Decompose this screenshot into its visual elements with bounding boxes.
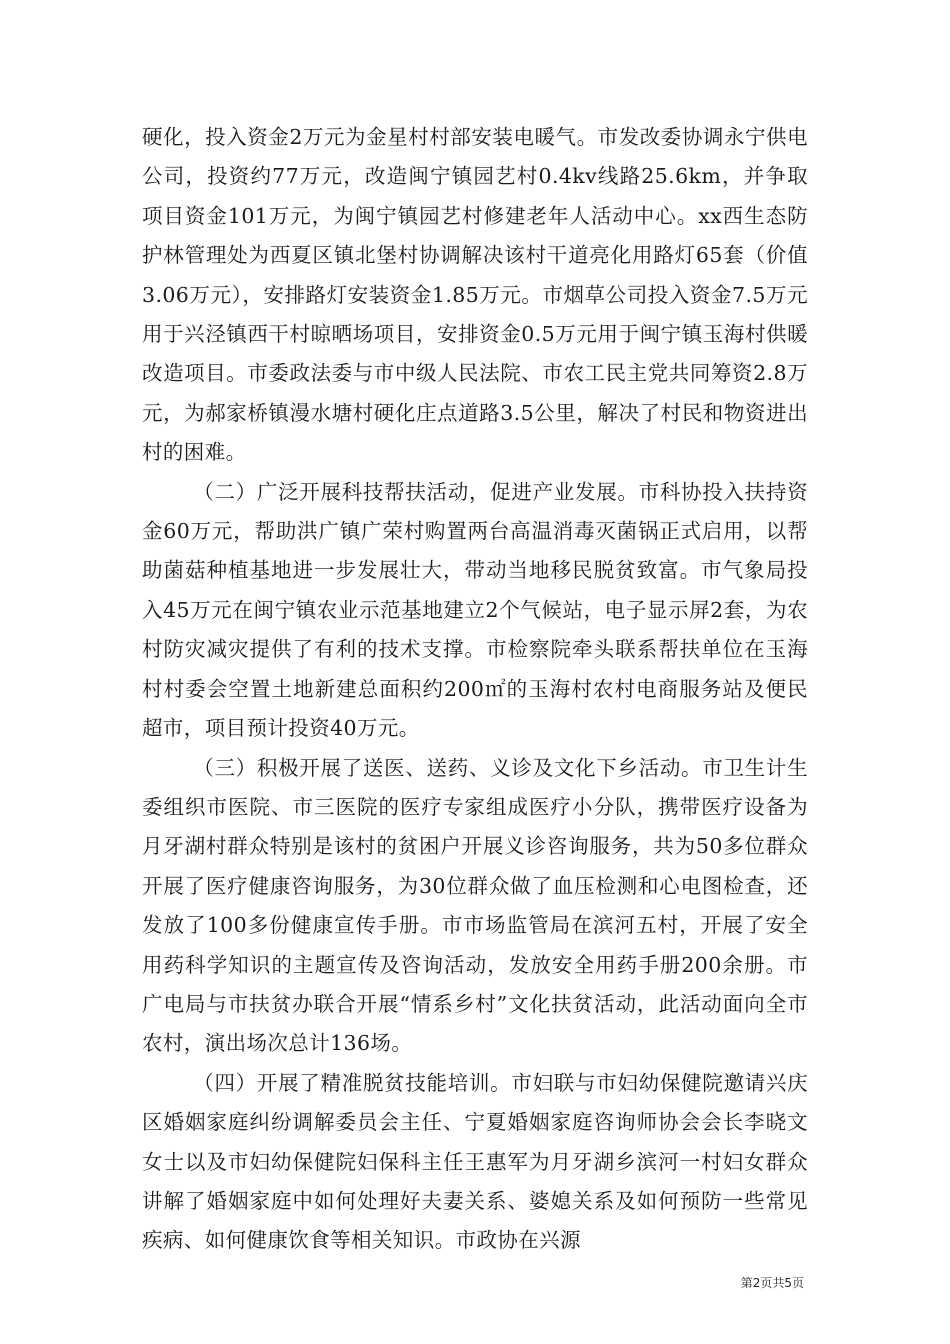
paragraph-2: （二）广泛开展科技帮扶活动，促进产业发展。市科协投入扶持资金60万元，帮助洪广镇广荣村购置两台高温消毒灭菌锅正式启用，以帮助菌菇种植基地进一步发展壮大，带动当地移民脱贫致富。市气象局投入45万元在闽宁镇农业示范基地建立2个气候站，电子显示屏2套，为农村防灾减灾提供了有利的技术支撑。市检察院牵头联系帮扶单位在玉海村村委会空置土地新建总面积约200㎡的玉海村农村电商服务站及便民超市，项目预计投资40万元。 — [142, 479, 808, 741]
paragraph-3: （三）积极开展了送医、送药、义诊及文化下乡活动。市卫生计生委组织市医院、市三医院的医疗专家组成医疗小分队，携带医疗设备为月牙湖村群众特别是该村的贫困户开展义诊咨询服务，共为50多位群众开展了医疗健康咨询服务，为30位群众做了血压检测和心电图检查，还发放了100多份健康宣传手册。市市场监管局在滨河五村，开展了安全用药科学知识的主题宣传及咨询活动，发放安全用药手册200余册。市广电局与市扶贫办联合开展“情系乡村”文化扶贫活动，此活动面向全市农村，演出场次总计136场。 — [142, 755, 808, 1056]
page-number-footer: 第2页共5页 — [740, 1276, 804, 1290]
paragraph-1: 硬化，投入资金2万元为金星村村部安装电暖气。市发改委协调永宁供电公司，投资约77万元，改造闽宁镇园艺村0.4kv线路25.6km，并争取项目资金101万元，为闽宁镇园艺村修建老年人活动中心。xx西生态防护林管理处为西夏区镇北堡村协调解决该村干道亮化用路灯65套（价值3.06万元），安排路灯安装资金1.85万元。市烟草公司投入资金7.5万元用于兴泾镇西干村晾晒场项目，安排资金0.5万元用于闽宁镇玉海村供暖改造项目。市委政法委与市中级人民法院、市农工民主党共同筹资2.8万元，为郝家桥镇漫水塘村硬化庄点道路3.5公里，解决了村民和物资进出村的困难。 — [142, 125, 808, 465]
document-body — [142, 118, 808, 1261]
paragraph-4: （四）开展了精准脱贫技能培训。市妇联与市妇幼保健院邀请兴庆区婚姻家庭纠纷调解委员会主任、宁夏婚姻家庭咨询师协会会长李晓文女士以及市妇幼保健院妇保科主任王惠军为月牙湖乡滨河一村妇女群众讲解了婚姻家庭中如何处理好夫妻关系、婆媳关系及如何预防一些常见疾病、如何健康饮食等相关知识。市政协在兴源 — [142, 1070, 808, 1253]
